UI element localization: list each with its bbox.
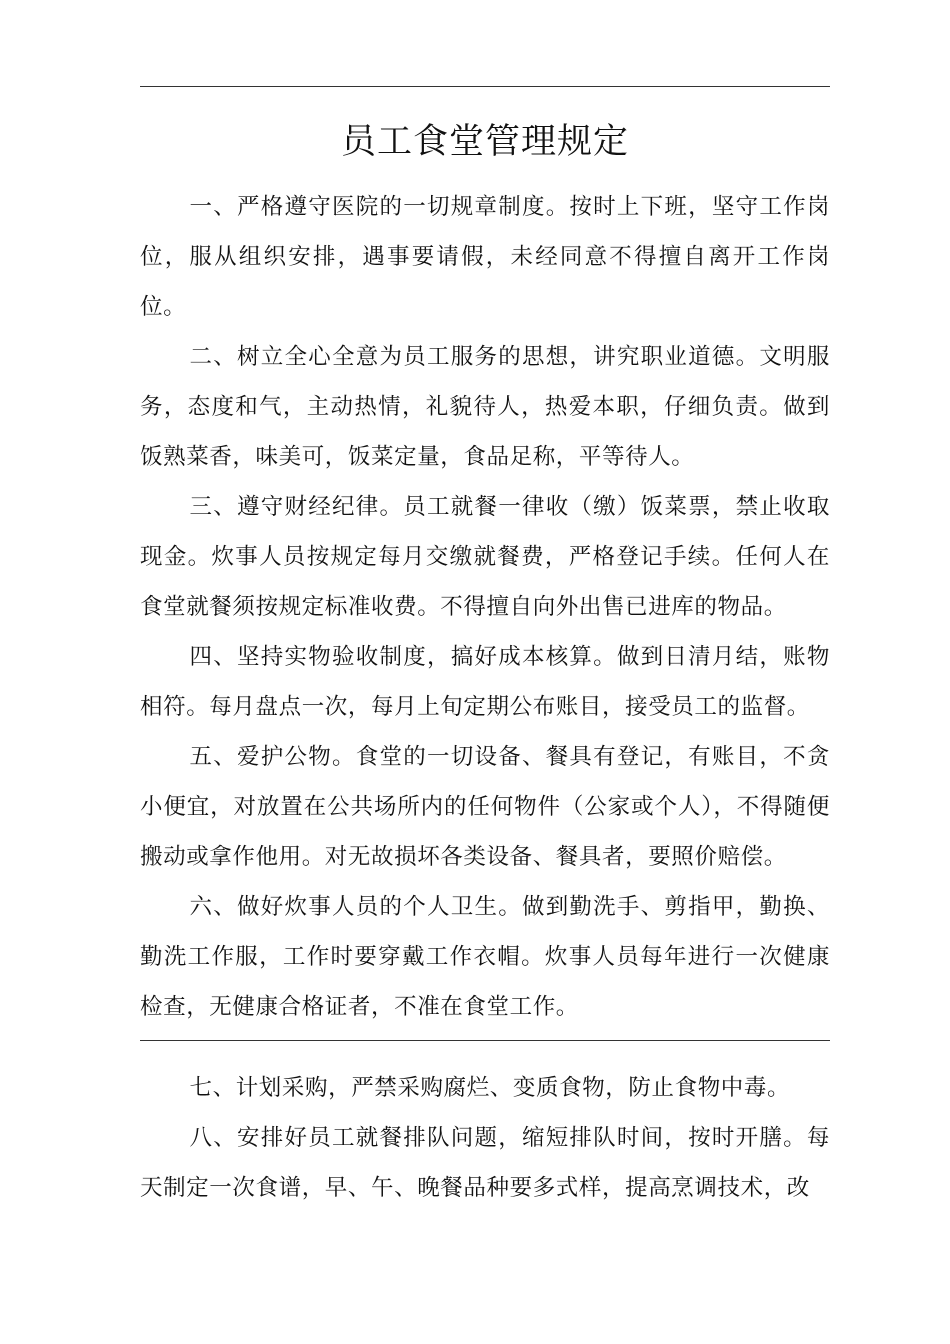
section-2: 二、树立全心全意为员工服务的思想，讲究职业道德。文明服务，态度和气，主动热情，礼貌待人，热爱本职，仔细负责。做到饭熟菜香，味美可，饭菜定量，食品足称，平等待人。 bbox=[140, 344, 830, 470]
document-body-lower bbox=[140, 1063, 830, 1213]
section-5: 五、爱护公物。食堂的一切设备、餐具有登记，有账目，不贪小便宜，对放置在公共场所内的任何物件（公家或个人），不得随便搬动或拿作他用。对无故损坏各类设备、餐具者，要照价赔偿。 bbox=[140, 744, 830, 870]
section-4: 四、坚持实物验收制度，搞好成本核算。做到日清月结，账物相符。每月盘点一次，每月上旬定期公布账目，接受员工的监督。 bbox=[140, 644, 830, 720]
section-8: 八、安排好员工就餐排队问题，缩短排队时间，按时开膳。每天制定一次食谱，早、午、晚餐品种要多式样，提高烹调技术，改 bbox=[140, 1125, 830, 1201]
section-3: 三、遵守财经纪律。员工就餐一律收（缴）饭菜票，禁止收取现金。炊事人员按规定每月交缴就餐费，严格登记手续。任何人在食堂就餐须按规定标准收费。不得擅自向外出售已进库的物品。 bbox=[140, 494, 830, 620]
section-6: 六、做好炊事人员的个人卫生。做到勤洗手、剪指甲，勤换、勤洗工作服，工作时要穿戴工作衣帽。炊事人员每年进行一次健康检查，无健康合格证者，不准在食堂工作。 bbox=[140, 894, 830, 1020]
document-body-upper bbox=[140, 182, 830, 1032]
section-7: 七、计划采购，严禁采购腐烂、变质食物，防止食物中毒。 bbox=[189, 1075, 791, 1101]
document-title: 员工食堂管理规定 bbox=[340, 122, 629, 162]
page-break-divider bbox=[140, 1040, 830, 1041]
section-1: 一、严格遵守医院的一切规章制度。按时上下班，坚守工作岗位，服从组织安排，遇事要请假，未经同意不得擅自离开工作岗位。 bbox=[140, 194, 830, 320]
top-divider bbox=[140, 86, 830, 87]
